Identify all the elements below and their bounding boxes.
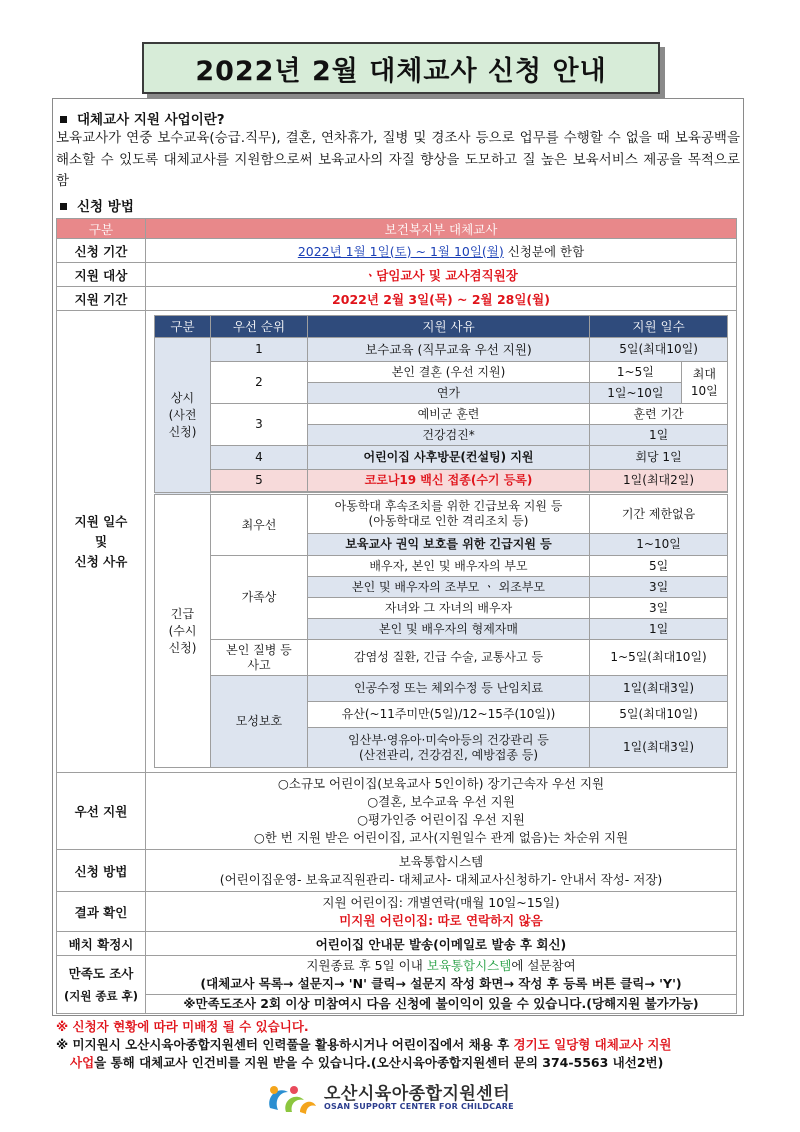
label-survey: 만족도 조사 (지원 종료 후) bbox=[57, 956, 146, 1014]
days-maternity-b: 5일(최대10일) bbox=[590, 702, 728, 728]
header-program: 보건복지부 대체교사 bbox=[146, 219, 737, 239]
page-title: 2022년 2월 대체교사 신청 안내 bbox=[142, 42, 660, 94]
header-category: 구분 bbox=[57, 219, 146, 239]
group-urgent: 긴급 (수시 신청) bbox=[155, 494, 211, 768]
support-days-table bbox=[154, 315, 728, 768]
days-maternity-c: 1일(최대3일) bbox=[590, 728, 728, 768]
reason-marriage: 본인 결혼 (우선 지원) bbox=[307, 362, 589, 383]
days-annual-leave: 1일~10일 bbox=[590, 383, 682, 404]
priority-2: 2 bbox=[211, 362, 308, 404]
days-family-c: 3일 bbox=[590, 598, 728, 619]
days-consulting: 회당 1일 bbox=[590, 446, 728, 470]
reason-annual-leave: 연가 bbox=[307, 383, 589, 404]
days-maternity-a: 1일(최대3일) bbox=[590, 676, 728, 702]
reason-teacher-rights: 보육교사 권익 보호를 위한 긴급지원 등 bbox=[307, 534, 589, 556]
days-illness: 1~5일(최대10일) bbox=[590, 640, 728, 676]
note-unassigned: ※ 신청자 현황에 따라 미배정 될 수 있습니다. bbox=[56, 1019, 309, 1034]
priority-3: 3 bbox=[211, 404, 308, 446]
label-result: 결과 확인 bbox=[57, 892, 146, 932]
reason-health-check: 건강검진* bbox=[307, 425, 589, 446]
reason-vaccine: 코로나19 백신 접종(수기 등록) bbox=[307, 470, 589, 492]
days-family-d: 1일 bbox=[590, 619, 728, 640]
label-support-days: 지원 일수 및 신청 사유 bbox=[57, 311, 146, 773]
priority-item: ○결혼, 보수교육 우선 지원 bbox=[367, 794, 515, 809]
reason-maternity-b: 유산(~11주미만(5일)/12~15주(10일)) bbox=[307, 702, 589, 728]
reason-family-b: 본인 및 배우자의 조부모 ㆍ 외조부모 bbox=[307, 577, 589, 598]
days-training: 5일(최대10일) bbox=[590, 338, 728, 362]
priority-item: ○평가인증 어린이집 우선 지원 bbox=[357, 812, 525, 827]
note-alternative: ※ 미지원시 오산시육아종합지원센터 인력풀을 활용하시거나 어린이집에서 채용 후 경기도 일당형 대체교사 지원 사업을 통해 대체교사 인건비를 지원 받을 수 있습니다.(오산시육아종합지원센터 문의 374-5563 내선2번) bbox=[56, 1037, 672, 1070]
priority-5: 5 bbox=[211, 470, 308, 492]
priority-item: ○소규모 어린이집(보육교사 5인이하) 장기근속자 우선 지원 bbox=[277, 776, 605, 791]
priority-family: 가족상 bbox=[211, 556, 308, 640]
priority-1: 1 bbox=[211, 338, 308, 362]
days-vaccine: 1일(최대2일) bbox=[590, 470, 728, 492]
days-child-abuse: 기간 제한없음 bbox=[590, 494, 728, 534]
square-bullet-icon bbox=[60, 203, 67, 210]
value-support-period: 2022년 2월 3일(목) ~ 2월 28일(월) bbox=[146, 287, 737, 311]
center-logo-icon bbox=[264, 1078, 320, 1118]
reason-family-a: 배우자, 본인 및 배우자의 부모 bbox=[307, 556, 589, 577]
application-table bbox=[56, 218, 737, 1014]
label-priority-support: 우선 지원 bbox=[57, 773, 146, 850]
inner-header-reason: 지원 사유 bbox=[307, 316, 589, 338]
reason-training: 보수교육 (직무교육 우선 지원) bbox=[307, 338, 589, 362]
priority-item: ○한 번 지원 받은 어린이집, 교사(지원일수 관계 없음)는 차순위 지원 bbox=[253, 830, 629, 845]
days-family-b: 3일 bbox=[590, 577, 728, 598]
priority-maternity: 모성보호 bbox=[211, 676, 308, 768]
label-method: 신청 방법 bbox=[57, 850, 146, 892]
intro-paragraph: 보육교사가 연중 보수교육(승급.직무), 결혼, 연차휴가, 질병 및 경조사 등으로 업무를 수행할 수 없을 때 보육공백을 해소할 수 있도록 대체교사를 지원함으로써 보육교사의 자질 향상을 도모하고 질 높은 보육서비스 제공을 목적으로 함 bbox=[56, 130, 740, 189]
inner-header-priority: 우선 순위 bbox=[211, 316, 308, 338]
value-placement: 어린이집 안내문 발송(이메일로 발송 후 회신) bbox=[146, 932, 737, 956]
days-max: 최대 10일 bbox=[681, 362, 727, 404]
days-family-a: 5일 bbox=[590, 556, 728, 577]
center-name-english: OSAN SUPPORT CENTER FOR CHILDCARE bbox=[324, 1102, 514, 1111]
label-support-period: 지원 기간 bbox=[57, 287, 146, 311]
days-health-check: 1일 bbox=[590, 425, 728, 446]
section-heading-method: 신청 방법 bbox=[60, 195, 134, 215]
support-days-cell bbox=[146, 311, 737, 773]
label-target: 지원 대상 bbox=[57, 263, 146, 287]
reason-family-d: 본인 및 배우자의 형제자매 bbox=[307, 619, 589, 640]
value-survey: 지원종료 후 5일 이내 보육통합시스템에 설문참여 (대체교사 목록→ 설문지→ 'N' 클릭→ 설문지 작성 화면→ 작성 후 등록 버튼 클릭→ 'Y') ※만족도조사 2회 이상 미참여시 다음 신청에 불이익이 있을 수 있습니다.(당해지원 불가가능) bbox=[146, 956, 737, 1014]
reason-consulting: 어린이집 사후방문(컨설팅) 지원 bbox=[307, 446, 589, 470]
reason-reserve-training: 예비군 훈련 bbox=[307, 404, 589, 425]
inner-header-category: 구분 bbox=[155, 316, 211, 338]
value-result: 지원 어린이집: 개별연락(매월 10일~15일) 미지원 어린이집: 따로 연락하지 않음 bbox=[146, 892, 737, 932]
days-marriage: 1~5일 bbox=[590, 362, 682, 383]
reason-maternity-a: 인공수정 또는 체외수정 등 난임치료 bbox=[307, 676, 589, 702]
square-bullet-icon bbox=[60, 116, 67, 123]
center-name: 오산시육아종합지원센터 bbox=[324, 1084, 511, 1104]
value-target: ㆍ담임교사 및 교사겸직원장 bbox=[146, 263, 737, 287]
reason-child-abuse: 아동학대 후속조치를 위한 긴급보육 지원 등 (아동학대로 인한 격리조치 등) bbox=[307, 494, 589, 534]
footnotes bbox=[56, 1018, 746, 1072]
inner-header-days: 지원 일수 bbox=[590, 316, 728, 338]
reason-family-c: 자녀와 그 자녀의 배우자 bbox=[307, 598, 589, 619]
label-placement: 배치 확정시 bbox=[57, 932, 146, 956]
section-heading-intro: 대체교사 지원 사업이란? bbox=[60, 108, 225, 128]
priority-illness: 본인 질병 등 사고 bbox=[211, 640, 308, 676]
group-regular: 상시 (사전 신청) bbox=[155, 338, 211, 494]
days-reserve-training: 훈련 기간 bbox=[590, 404, 728, 425]
label-application-period: 신청 기간 bbox=[57, 239, 146, 263]
priority-4: 4 bbox=[211, 446, 308, 470]
reason-illness: 감염성 질환, 긴급 수술, 교통사고 등 bbox=[307, 640, 589, 676]
value-application-period: 2022년 1월 1일(토) ~ 1월 10일(월) 신청분에 한함 bbox=[146, 239, 737, 263]
reason-maternity-c: 임산부·영유아·미숙아등의 건강관리 등 (산전관리, 건강검진, 예방접종 등) bbox=[307, 728, 589, 768]
priority-support-list bbox=[146, 773, 737, 850]
center-logo bbox=[264, 1078, 534, 1118]
priority-top: 최우선 bbox=[211, 494, 308, 556]
value-method: 보육통합시스템 (어린이집운영- 보육교직원관리- 대체교사- 대체교사신청하기- 안내서 작성- 저장) bbox=[146, 850, 737, 892]
days-teacher-rights: 1~10일 bbox=[590, 534, 728, 556]
